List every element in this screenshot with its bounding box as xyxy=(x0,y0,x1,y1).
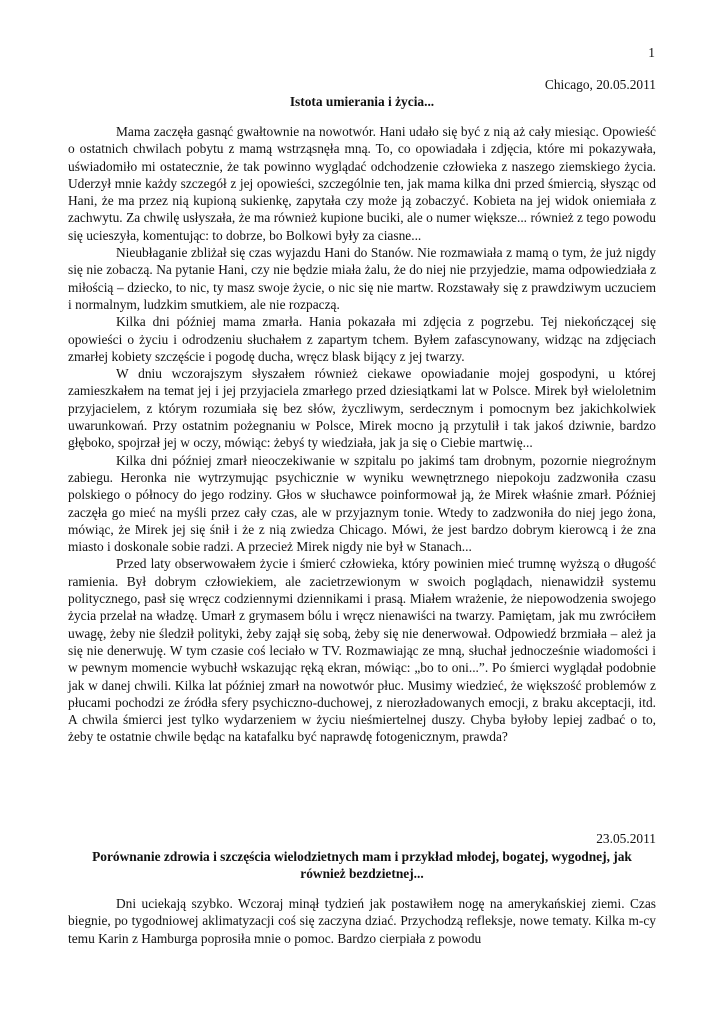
paragraph: Mama zaczęła gasnąć gwałtownie na nowotwór. Hani udało się być z nią aż cały miesiąc. Opowieść o ostatnich chwilach pobytu z mamą wstrząsnęła mną. To, co opowiadała i zdjęcia, które mi pokazywała, uświadomiło mi ostatecznie, że tak powinno wyglądać odchodzenie człowieka z naszego ziemskiego życia. Uderzył mnie każdy szczegół z jej opowieści, szczególnie ten, jak mama kilka dni przed śmiercią, słysząc od Hani, że ma przez nią kupioną sukienkę, zapytała czy może ją zobaczyć. Kobieta na jej widok oniemiała z zachwytu. Za chwilę usłyszała, że ma również kupione buciki, ale o numer większe... również z tego powodu się ucieszyła, komentując: to dobrze, bo Bolkowi były za ciasne... xyxy=(68,124,656,243)
entry-body-2 xyxy=(68,895,656,947)
entry-title-1: Istota umierania i życia... xyxy=(289,94,435,109)
entry-date-2: 23.05.2011 xyxy=(596,831,656,846)
paragraph: Kilka dni później mama zmarła. Hania pokazała mi zdjęcia z pogrzebu. Tej niekończącej się opowieści o życiu i odrodzeniu słuchałem z zapartym tchem. Byłem zafascynowany, widząc na zdjęciach zmarłej kobiety szczęście i pogodę ducha, wręcz blask bijący z jej twarzy. xyxy=(68,314,656,364)
paragraph: Dni uciekają szybko. Wczoraj minął tydzień jak postawiłem nogę na amerykańskiej ziemi. Czas biegnie, po tygodniowej aklimatyzacji coś się zaczyna dziać. Przychodzą refleksje, nowe tematy. Kilka m-cy temu Karin z Hamburga poprosiła mnie o pomoc. Bardzo cierpiała z powodu xyxy=(68,896,656,946)
paragraph: Nieubłaganie zbliżał się czas wyjazdu Hani do Stanów. Nie rozmawiała z mamą o tym, że już nigdy się nie zobaczą. Na pytanie Hani, czy nie będzie miała żalu, że do niej nie przyjedzie, mama odpowiedziała z miłością – dziecko, to nic, ty masz swoje życie, o nic się nie martw. Rozstawały się z prawdziwym uczuciem i normalnym, ludzkim smutkiem, ale nie rozpaczą. xyxy=(68,245,656,312)
paragraph: Przed laty obserwowałem życie i śmierć człowieka, który powinien mieć trumnę wyższą o długość ramienia. Był dobrym człowiekiem, ale zacietrzewionym w swoich poglądach, nienawidził systemu politycznego, pasł się wręcz codziennymi dziennikami i prasą. Miałem wrażenie, że niepowodzenia swojego życia przelał na władzę. Umarł z grymasem bólu i wręcz nienawiści na twarzy. Pamiętam, jak mu zwróciłem uwagę, żeby nie śledził polityki, żeby zajął się sobą, żeby się nie denerwował. Odpowiedź brzmiała – ależ ja się nie denerwuję. W tym czasie coś leciało w TV. Rozmawiając ze mną, słuchał jednocześnie wiadomości i w pewnym momencie wybuchł wskazując ręką ekran, mówiąc: „bo to oni...”. Po śmierci wyglądał podobnie jak w danej chwili. Kilka lat później zmarł na nowotwór płuc. Musimy wiedzieć, że większość problemów z płucami pochodzi ze źródła sfery psychiczno-duchowej, z nierozładowanych emocji, z braku akceptacji, itd. A chwila śmierci jest tylko wydarzeniem w życiu nieśmiertelnej duszy. Chyba byłoby lepiej zadbać o to, żeby te ostatnie chwile będąc na katafalku być naprawdę fotogenicznym, prawda? xyxy=(68,556,656,745)
entry-date-1: Chicago, 20.05.2011 xyxy=(544,77,656,92)
paragraph: W dniu wczorajszym słyszałem również ciekawe opowiadanie mojej gospodyni, u której zamieszkałem na temat jej i jej przyjaciela zmarłego przed dziesiątkami lat w Polsce. Mirek był wieloletnim przyjacielem, z którym rozumiała się bez słów, życzliwym, serdecznym i pomocnym bez jakichkolwiek uwarunkowań. Przy ostatnim pożegnaniu w Polsce, Mirek mocno ją przytulił i tak jakoś dziwnie, bardzo głęboko, spojrzał jej w oczy, mówiąc: żebyś ty wiedziała, jak ja się o Ciebie martwię... xyxy=(68,366,656,451)
entry-title-2: Porównanie zdrowia i szczęścia wielodzietnych mam i przykład młodej, bogatej, wygodnej, jak również bezdzietnej... xyxy=(92,849,632,882)
page-number: 1 xyxy=(648,45,655,60)
entry-body-1 xyxy=(68,123,656,746)
paragraph: Kilka dni później zmarł nieoczekiwanie w szpitalu po jakimś tam drobnym, pozornie niegroźnym zabiegu. Heronka nie wytrzymując psychicznie w wyniku wewnętrznego niepokoju zadzwoniła czasu polskiego o północy do jego rodziny. Głos w słuchawce poinformował ją, że Mirek właśnie zmarł. Później zaczęła go mieć na myśli przez cały czas, ale w przyjaznym tonie. Wtedy to zadzwoniła do niej jego żona, mówiąc, że Mirek jej się śnił i że z nią zwiedza Chicago. Mówi, że jest bardzo dobrym kierowcą i że zna miasto i doskonale sobie radzi. A przecież Mirek nigdy nie był w Stanach... xyxy=(68,452,656,555)
